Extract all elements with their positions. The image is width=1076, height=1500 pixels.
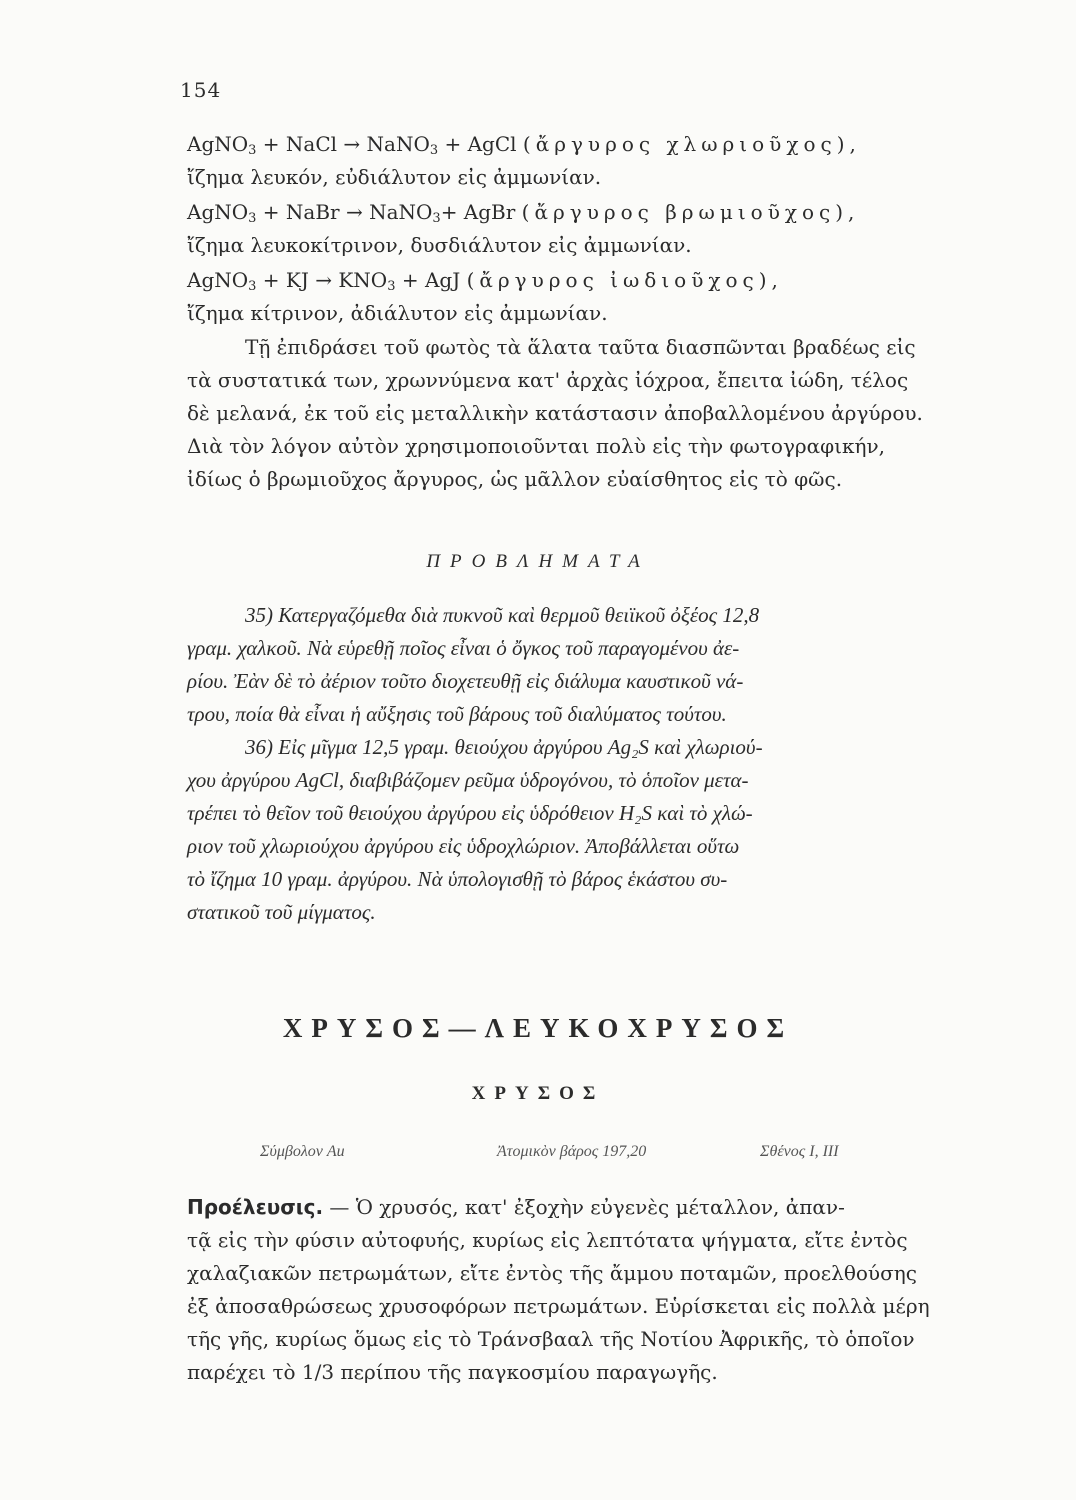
paragraph-line: δὲ μελανά, ἐκ τοῦ εἰς μεταλλικὴν κατάστασιν ἀποβαλλομένου ἀργύρου. [187,401,923,425]
origin-line: χαλαζιακῶν πετρωμάτων, εἴτε ἐντὸς τῆς ἄμμου ποταμῶν, προελθούσης [187,1261,917,1285]
origin-line: τᾷ εἰς τὴν φύσιν αὐτοφυής, κυρίως εἰς λεπτότατα ψήγματα, εἴτε ἐντὸς [187,1228,908,1252]
problem-line: γραμ. χαλκοῦ. Νὰ εὑρεθῇ ποῖος εἶναι ὁ ὄγκος τοῦ παραγομένου ἀε- [187,636,740,660]
reaction-lhs: AgNO$_3$ + KJ → $KNO_3$ + AgJ [187,268,461,294]
origin-line: παρέχει τὸ 1/3 περίπου τῆς παγκοσμίου παραγωγῆς. [187,1360,718,1384]
problems-heading: ΠΡΟΒΛΗΜΑΤΑ [426,551,650,572]
origin-line [187,1191,1047,1224]
element-symbol: Σύμβολον Au [260,1143,345,1160]
element-atomic-weight: Ἀτομικὸν βάρος 197,20 [497,1143,647,1160]
origin-term: Προέλευσις. [187,1195,324,1219]
problem-line: 36) Εἰς μῖγμα 12,5 γραμ. θειούχου ἀργύρου Ag₂S καὶ χλωριού- [245,735,763,759]
subsection-title: ΧΡΥΣΟΣ [471,1083,605,1104]
problem-line: τὸ ἴζημα 10 γραμ. ἀργύρου. Νὰ ὑπολογισθῇ τὸ βάρος ἑκάστου συ- [187,867,728,891]
problem-line: τρέπει τὸ θεῖον τοῦ θειούχου ἀργύρου εἰς ὑδρόθειον H₂S καὶ τὸ χλώ- [187,801,753,825]
paragraph-line: Τῇ ἐπιδράσει τοῦ φωτὸς τὰ ἅλατα ταῦτα διασπῶνται βραδέως εἰς [245,335,916,359]
problem-line: τρου, ποία θὰ εἶναι ἡ αὔξησις τοῦ βάρους τοῦ διαλύματος τούτου. [187,702,727,726]
problem-line: στατικοῦ τοῦ μίγματος. [187,900,376,924]
element-valence: Σθένος I, III [760,1143,839,1160]
reaction-product-name: (ἄργυρος χλωριοῦχος), [522,132,861,156]
reaction-product-name: (ἄργυρος ἰωδιοῦχος), [466,268,783,292]
reaction-note: ἴζημα κίτρινον, ἀδιάλυτον εἰς ἀμμωνίαν. [187,301,608,325]
reaction-line [187,128,1047,161]
reaction-line [187,264,1047,297]
paragraph-line: Διὰ τὸν λόγον αὐτὸν χρησιμοποιοῦνται πολὺ εἰς τὴν φωτογραφικήν, [187,434,886,458]
problem-line: ρίου. Ἐὰν δὲ τὸ ἀέριον τοῦτο διοχετευθῇ εἰς διάλυμα καυστικοῦ νά- [187,669,744,693]
reaction-lhs: AgNO$_3$ + NaCl → NaNO$_3$ + AgCl [187,132,517,158]
reaction-line [187,196,1047,229]
paragraph-line: ἰδίως ὁ βρωμιοῦχος ἄργυρος, ὡς μᾶλλον εὐαίσθητος εἰς τὸ φῶς. [187,467,843,491]
problem-line: 35) Κατεργαζόμεθα διὰ πυκνοῦ καὶ θερμοῦ θειϊκοῦ ὀξέος 12,8 [245,603,760,627]
problem-line: χου ἀργύρου AgCl, διαβιβάζομεν ρεῦμα ὑδρογόνου, τὸ ὁποῖον μετα- [187,768,749,792]
origin-line: ἐξ ἀποσαθρώσεως χρυσοφόρων πετρωμάτων. Εὑρίσκεται εἰς πολλὰ μέρη [187,1294,930,1318]
paragraph-line: τὰ συστατικά των, χρωννύμενα κατ' ἀρχὰς ἰόχροα, ἔπειτα ἰώδη, τέλος [187,368,909,392]
origin-text: — Ὁ χρυσός, κατ' ἐξοχὴν εὐγενὲς μέταλλον, ἀπαν- [329,1195,845,1219]
origin-line: τῆς γῆς, κυρίως ὅμως εἰς τὸ Τράνσβααλ τῆς Νοτίου Ἀφρικῆς, τὸ ὁποῖον [187,1327,915,1351]
problem-line: ριον τοῦ χλωριούχου ἀργύρου εἰς ὑδροχλώριον. Ἀποβάλλεται οὕτω [187,834,740,858]
reaction-lhs: AgNO$_3$ + NaBr → NaNO$_3$+ AgBr [187,200,516,226]
reaction-note: ἴζημα λευκοκίτρινον, δυσδιάλυτον εἰς ἀμμωνίαν. [187,233,692,257]
page-number: 154 [180,78,222,102]
reaction-note: ἴζημα λευκόν, εὐδιάλυτον εἰς ἀμμωνίαν. [187,165,602,189]
section-title: ΧΡΥΣΟΣ—ΛΕΥΚΟΧΡΥΣΟΣ [282,1013,794,1043]
reaction-product-name: (ἄργυρος βρωμιοῦχος), [521,200,860,224]
